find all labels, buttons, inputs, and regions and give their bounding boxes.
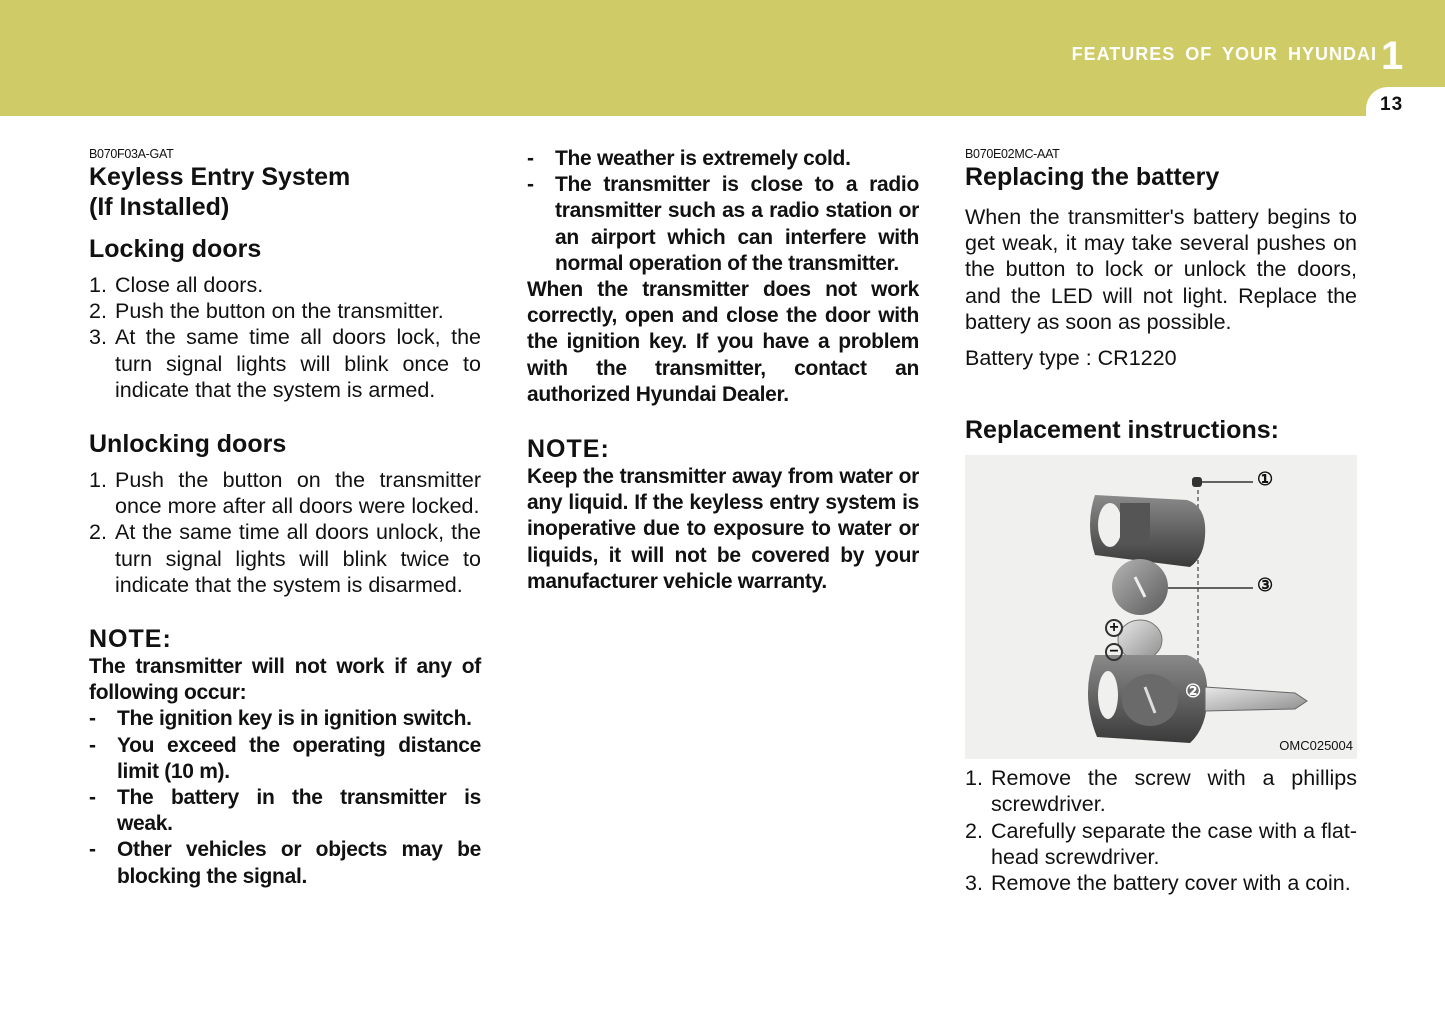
- list-item: - You exceed the operating distance limit (10 m).: [89, 733, 481, 785]
- note-item-text: The transmitter is close to a radio transmitter such as a radio station or an airport which can interfere with normal operation of the transmitter.: [555, 173, 919, 275]
- list-item: - The weather is extremely cold.: [527, 146, 919, 172]
- step-text: Push the button on the transmitter once more after all doors were locked.: [115, 468, 481, 519]
- section-title: Keyless Entry System: [89, 163, 351, 191]
- list-item: - Other vehicles or objects may be blocking the signal.: [89, 837, 481, 889]
- step-text: At the same time all doors lock, the turn signal lights will blink once to indicate that the system is armed.: [115, 325, 481, 402]
- list-item: [965, 818, 1357, 870]
- key-fob-exploded-illustration: [965, 455, 1357, 759]
- section-title-sub: (If Installed): [89, 193, 230, 221]
- list-item: [965, 765, 1357, 817]
- list-item: [89, 519, 481, 598]
- list-item: [89, 272, 481, 298]
- key-fob-diagram: [965, 455, 1357, 759]
- section-code: B070F03A-GAT: [89, 147, 174, 161]
- step-text: At the same time all doors unlock, the turn signal lights will blink twice to indicate that the system is disarmed.: [115, 520, 481, 597]
- note-item-text: You exceed the operating distance limit (10 m).: [117, 733, 481, 783]
- note-intro: The transmitter will not work if any of following occur:: [89, 655, 481, 705]
- note-text: Keep the transmitter away from water or any liquid. If the keyless entry system is inoperative due to exposure to water or liquids, it will not be covered by your manufacturer vehicle warranty.: [527, 465, 919, 593]
- list-item: - The battery in the transmitter is weak.: [89, 785, 481, 837]
- note-item-text: The weather is extremely cold.: [555, 147, 851, 170]
- chapter-header-band: [0, 0, 1445, 116]
- keyring-hole: [1098, 503, 1122, 547]
- minus-symbol-icon: −: [1105, 643, 1123, 661]
- list-item: - The transmitter is close to a radio transmitter such as a radio station or an airport which can interfere with normal operation of the transmitter.: [527, 172, 919, 277]
- troubleshooting-paragraph: When the transmitter does not work correctly, open and close the door with the ignition key. If you have a problem with the transmitter, contact an authorized Hyundai Dealer.: [527, 278, 919, 406]
- unlocking-doors-heading: Unlocking doors: [89, 430, 287, 459]
- note-item-text: Other vehicles or objects may be blocking the signal.: [117, 838, 481, 888]
- step-number: 3.: [89, 325, 107, 350]
- step-number: 3.: [965, 871, 983, 896]
- column-replacing-battery: [965, 146, 1357, 896]
- step-text: Carefully separate the case with a flat-head screwdriver.: [991, 818, 1357, 869]
- step-number: 1.: [965, 766, 983, 791]
- callout-3: ③: [1257, 575, 1274, 596]
- list-item: - The ignition key is in ignition switch.: [89, 706, 481, 732]
- note-heading: NOTE:: [89, 625, 172, 654]
- locking-steps: [89, 272, 481, 403]
- chapter-number: 1: [1381, 34, 1404, 78]
- step-text: Push the button on the transmitter.: [115, 299, 444, 324]
- battery-paragraph: When the transmitter's battery begins to get weak, it may take several pushes on the button to lock or unlock the doors, and the LED will not light. Replace the battery as soon as possible.: [965, 205, 1357, 334]
- battery-type: Battery type : CR1220: [965, 346, 1177, 371]
- instructions-heading: Replacement instructions:: [965, 416, 1279, 445]
- chapter-title: FEATURES OF YOUR HYUNDAI: [1071, 44, 1377, 64]
- coin-battery: [1118, 620, 1162, 660]
- key-blade: [1205, 687, 1307, 711]
- list-item: [89, 324, 481, 403]
- note-item-text: The battery in the transmitter is weak.: [117, 786, 481, 836]
- step-number: 2.: [89, 299, 107, 324]
- section-code: B070E02MC-AAT: [965, 147, 1060, 161]
- step-text: Remove the screw with a phillips screwdriver.: [991, 766, 1357, 817]
- step-number: 1.: [89, 273, 107, 297]
- page-number-tab: [1366, 87, 1445, 127]
- page-number: 13: [1380, 94, 1404, 115]
- locking-doors-heading: Locking doors: [89, 235, 262, 263]
- fob-button: [1120, 503, 1150, 545]
- section-title: Replacing the battery: [965, 163, 1220, 191]
- note-item-text: The ignition key is in ignition switch.: [117, 707, 472, 731]
- step-text: Close all doors.: [115, 273, 264, 297]
- step-number: 1.: [89, 468, 107, 493]
- figure-code: OMC025004: [1279, 738, 1353, 754]
- screw-icon: [1192, 477, 1202, 487]
- step-text: Remove the battery cover with a coin.: [991, 871, 1351, 896]
- step-number: 2.: [965, 818, 983, 843]
- callout-2: ②: [1185, 681, 1202, 702]
- note-heading: NOTE:: [527, 435, 610, 464]
- plus-symbol-icon: +: [1105, 619, 1123, 637]
- list-item: [89, 298, 481, 324]
- callout-1: ①: [1257, 469, 1274, 490]
- list-item: [89, 467, 481, 519]
- step-number: 2.: [89, 520, 107, 545]
- replacement-steps: [965, 765, 1357, 896]
- column-notes: [527, 146, 919, 595]
- list-item: [965, 870, 1357, 896]
- unlocking-steps: [89, 467, 481, 598]
- column-keyless-entry: [89, 146, 481, 890]
